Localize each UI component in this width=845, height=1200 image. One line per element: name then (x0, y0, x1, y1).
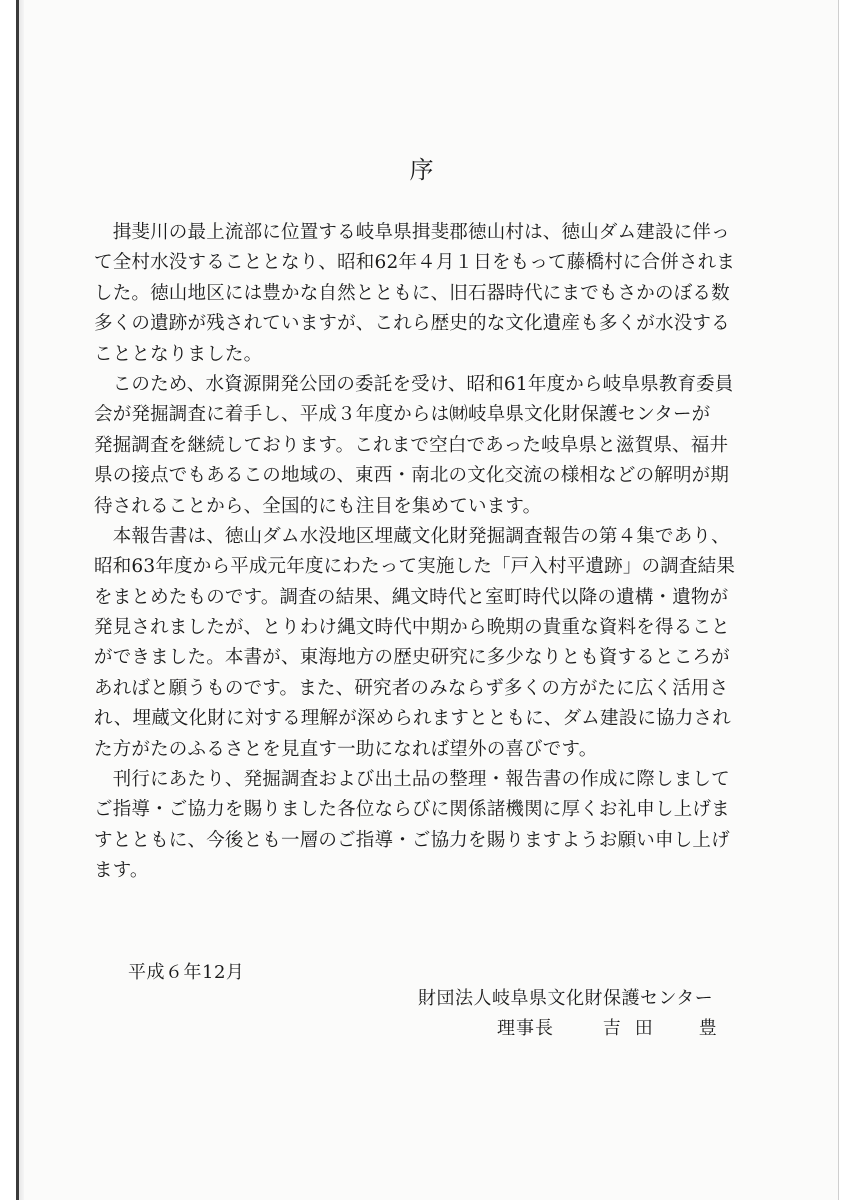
text-line: こととなりました。 (94, 343, 263, 365)
text-line: ができました。本書が、東海地方の歴史研究に多少なりとも資するところが (94, 647, 730, 669)
preface-body (94, 218, 758, 887)
paragraph-1 (94, 218, 758, 370)
paragraph-2 (94, 370, 758, 522)
text-line: 本報告書は、徳山ダム水没地区埋蔵文化財発掘調査報告の第４集であり、 (94, 525, 730, 547)
text-line: 待されることから、全国的にも注目を集めています。 (94, 495, 542, 517)
signature-block (497, 1014, 731, 1040)
organization-name: 財団法人岐阜県文化財保護センター (418, 988, 714, 1009)
text-line: あればと願うものです。また、研究者のみならず多くの方がたに広く活用さ (94, 677, 729, 699)
publication-date: 平成６年12月 (128, 962, 245, 983)
text-line: 多くの遺跡が残されていますが、これら歴史的な文化遺産も多くが水没する (94, 313, 730, 335)
text-line: ご指導・ご協力を賜りました各位ならびに関係諸機関に厚くお礼申し上げま (94, 799, 730, 821)
text-line: 会が発掘調査に着手し、平成３年度からは㈶岐阜県文化財保護センターが (94, 404, 711, 426)
text-line: 発見されましたが、とりわけ縄文時代中期から晩期の貴重な資料を得ること (94, 617, 730, 639)
paragraph-4 (94, 765, 758, 887)
text-line: 昭和63年度から平成元年度にわたって実施した「戸入村平遺跡」の調査結果 (94, 556, 736, 578)
signatory-role: 理事長 (497, 1018, 554, 1039)
text-line: 県の接点でもあるこの地域の、東西・南北の文化交流の様相などの解明が期 (94, 465, 730, 487)
text-line: をまとめたものです。調査の結果、縄文時代と室町時代以降の遺構・遺物が (94, 586, 729, 608)
text-line: ます。 (94, 860, 149, 882)
text-line: このため、水資源開発公団の委託を受け、昭和61年度から岐阜県教育委員 (94, 373, 734, 395)
text-line: 発掘調査を継続しております。これまで空白であった岐阜県と滋賀県、福井 (94, 434, 729, 456)
paragraph-3 (94, 522, 758, 765)
text-line: 揖斐川の最上流部に位置する岐阜県揖斐郡徳山村は、徳山ダム建設に伴っ (94, 222, 730, 243)
page-title: 序 (409, 156, 436, 184)
text-line: た方がたのふるさとを見直す一助になれば望外の喜びです。 (94, 738, 598, 760)
text-line: れ、埋蔵文化財に対する理解が深められますとともに、ダム建設に協力され (94, 708, 731, 730)
text-line: した。徳山地区には豊かな自然とともに、旧石器時代にまでもさかのぼる数 (94, 282, 730, 304)
text-line: 刊行にあたり、発掘調査および出土品の整理・報告書の作成に際しまして (94, 769, 730, 791)
text-line: て全村水没することとなり、昭和62年４月１日をもって藤橋村に合併されま (94, 252, 736, 274)
signatory-name: 吉田 豊 (602, 1018, 731, 1039)
text-line: すとともに、今後とも一層のご指導・ご協力を賜りますようお願い申し上げ (94, 829, 730, 851)
